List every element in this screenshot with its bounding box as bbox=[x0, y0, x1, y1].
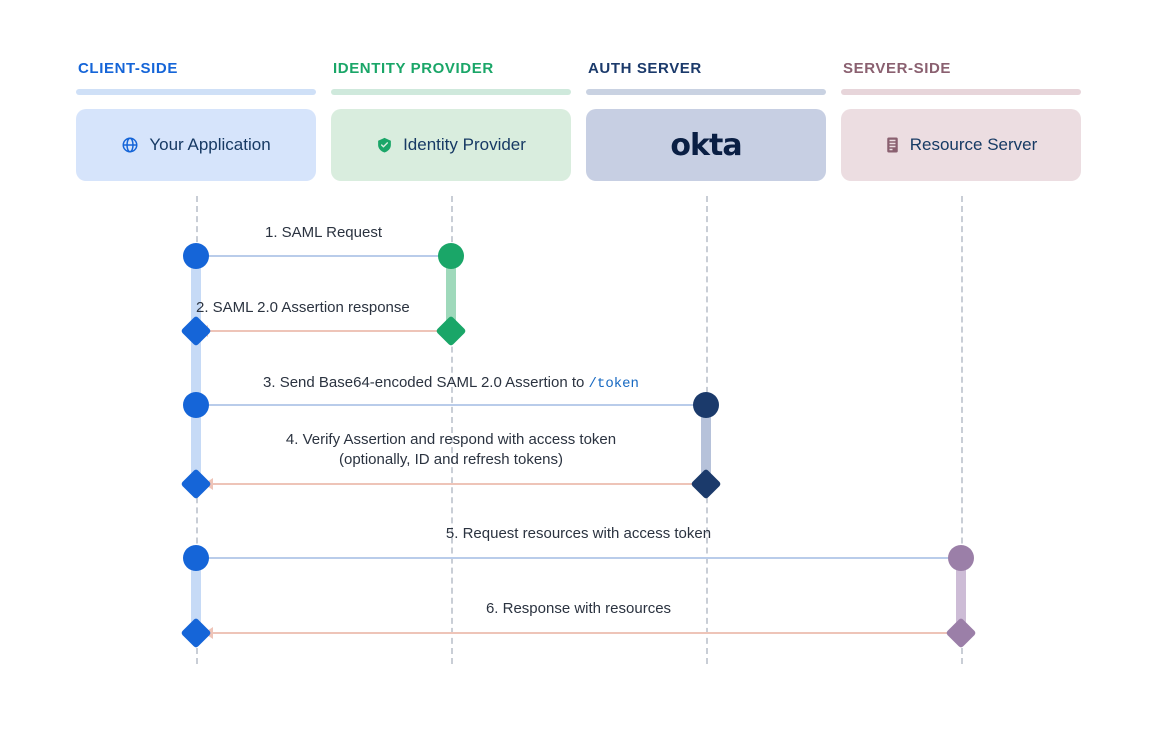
node-client-5 bbox=[183, 545, 209, 571]
message-label-6: 6. Response with resources bbox=[485, 600, 672, 617]
message-arrow-4 bbox=[205, 483, 703, 485]
node-client-2 bbox=[180, 315, 211, 346]
node-idp-2 bbox=[435, 315, 466, 346]
lane-box-label-server-side: Resource Server bbox=[909, 135, 1038, 154]
message-arrow-2 bbox=[200, 330, 448, 332]
message-label-4-line1: 4. Verify Assertion and respond with access token bbox=[285, 431, 617, 448]
lane-box-label-client-side: Your Application bbox=[149, 135, 271, 154]
node-auth-1 bbox=[693, 392, 719, 418]
lane-box-label-identity-provider: Identity Provider bbox=[403, 135, 526, 154]
lane-client-side bbox=[76, 60, 316, 181]
lane-header-server-side: SERVER-SIDE bbox=[843, 60, 952, 77]
message-arrow-3 bbox=[200, 404, 703, 406]
node-client-3 bbox=[183, 392, 209, 418]
node-auth-2 bbox=[690, 468, 721, 499]
lane-box-identity-provider bbox=[331, 109, 571, 181]
lane-rule-auth-server bbox=[586, 89, 826, 95]
message-label-3-code: /token bbox=[588, 376, 639, 392]
node-server-1 bbox=[948, 545, 974, 571]
message-label-4-line2: (optionally, ID and refresh tokens) bbox=[339, 451, 563, 468]
shield-check-icon bbox=[376, 136, 393, 154]
message-label-3-text: 3. Send Base64-encoded SAML 2.0 Assertion to bbox=[263, 374, 585, 391]
okta-wordmark: okta bbox=[670, 127, 742, 163]
lane-server-side bbox=[841, 60, 1081, 181]
message-label-5: 5. Request resources with access token bbox=[445, 525, 712, 542]
lane-header-client-side: CLIENT-SIDE bbox=[78, 60, 178, 77]
message-arrow-6 bbox=[205, 632, 958, 634]
message-label-3 bbox=[196, 373, 706, 394]
lane-rule-server-side bbox=[841, 89, 1081, 95]
message-label-2: 2. SAML 2.0 Assertion response bbox=[196, 299, 410, 316]
node-server-2 bbox=[945, 617, 976, 648]
message-label-4 bbox=[196, 430, 706, 470]
lane-header-identity-provider: IDENTITY PROVIDER bbox=[333, 60, 494, 77]
server-icon bbox=[885, 136, 900, 154]
message-arrow-1 bbox=[200, 255, 448, 257]
lane-box-client-side bbox=[76, 109, 316, 181]
node-client-1 bbox=[183, 243, 209, 269]
lane-rule-client-side bbox=[76, 89, 316, 95]
globe-icon bbox=[121, 136, 139, 154]
lane-identity-provider bbox=[331, 60, 571, 181]
lane-auth-server bbox=[586, 60, 826, 181]
lane-box-auth-server bbox=[586, 109, 826, 181]
node-client-4 bbox=[180, 468, 211, 499]
node-idp-1 bbox=[438, 243, 464, 269]
lane-header-auth-server: AUTH SERVER bbox=[588, 60, 702, 77]
message-arrow-5 bbox=[200, 557, 958, 559]
lane-rule-identity-provider bbox=[331, 89, 571, 95]
node-client-6 bbox=[180, 617, 211, 648]
lane-box-server-side bbox=[841, 109, 1081, 181]
message-label-1: 1. SAML Request bbox=[264, 224, 382, 241]
